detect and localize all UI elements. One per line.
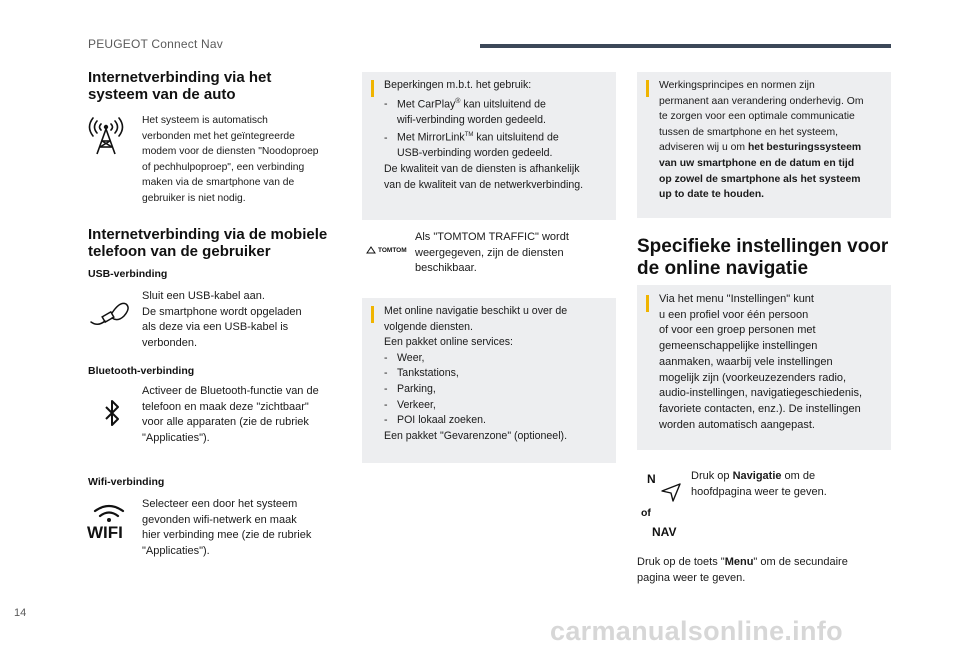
section-title-phone-connection: Internetverbinding via de mobiele telefoon van de gebruiker [88,226,328,260]
wifi-icon [87,503,131,542]
note-software-update: Werkingsprincipes en normen zijn permanent aan verandering onderhevig. Om te zorgen voor een optimale communicatie tussen de smartphone en het systeem, adviseren wij u om het besturingssysteem van uw smartphone en de datum en tijd op zowel de smartphone als het systeem up to date te houden. [637,72,891,218]
navigation-arrow-icon [660,482,682,502]
note-marker [646,80,649,97]
list-item: - Verkeer, [384,398,436,411]
page-number: 14 [14,607,27,619]
usb-heading: USB-verbinding [88,268,168,280]
note-marker [371,80,374,97]
note-settings-profile: Via het menu "Instellingen" kunt u een profiel voor één persoon of voor een groep personen met gemeenschappelijke instellingen aanmaken, waarbij vele instellingen mogelijk zijn (voorkeuzezenders radio, audio-instellingen, navigatiegeschiedenis, favoriete contacten, enz.). De instellingen worden automatisch aangepast. [637,285,891,450]
list-item: - Tankstations, [384,367,459,380]
header-title: PEUGEOT Connect Nav [88,37,223,51]
vehicle-connection-text: Het systeem is automatisch verbonden met het geïntegreerde modem voor de diensten "Noodoproep of pechhulpoproep", een verbinding maken via de smartphone van de gebruiker is niet nodig. [142,115,319,204]
tomtom-text: Als "TOMTOM TRAFFIC" wordt weergegeven, zijn de diensten beschikbaar. [415,231,569,275]
note-online-services: Met online navigatie beschikt u over de volgende diensten. Een pakket online services: - Weer, - Tankstations, - Parking, - Verkeer, - POI lokaal zoeken. Een pakket "Gevarenzone" (optioneel). [362,298,616,463]
navigation-text: Druk op Navigatie om de hoofdpagina weer te geven. [691,470,827,498]
modem-antenna-icon [88,116,124,156]
bluetooth-heading: Bluetooth-verbinding [88,365,195,377]
usb-text: Sluit een USB-kabel aan. De smartphone wordt opgeladen als deze via een USB-kabel is verbonden. [142,290,302,350]
usb-cable-icon [88,296,132,330]
bluetooth-text: Activeer de Bluetooth-functie van de telefoon en maak deze "zichtbaar" voor alle apparaten (zie de rubriek "Applicaties"). [142,385,319,445]
header-bar [480,44,891,48]
or-label: of [641,507,651,519]
note-usage-limits: Beperkingen m.b.t. het gebruik: - Met CarPlay® kan uitsluitend de wifi-verbinding worden gedeeld. - Met MirrorLink™ kan uitsluitend de USB-verbinding worden gedeeld. De kwaliteit van de diensten is afhankelijk van de kwaliteit van de netwerkverbinding. [362,72,616,220]
bluetooth-icon [104,399,120,427]
tomtom-icon-label: TOMTOM [378,246,407,254]
section-title-online-navigation: Specifieke instellingen voor de online navigatie [637,236,889,279]
tomtom-icon [366,246,407,254]
list-item: - Parking, [384,382,436,395]
list-item: - Weer, [384,351,425,364]
wifi-heading: Wifi-verbinding [88,476,165,488]
note-marker [646,295,649,312]
navigation-icon-letter: N [647,472,656,486]
wifi-text: Selecteer een door het systeem gevonden wifi-netwerk en maak hier verbinding mee (zie de rubriek "Applicaties"). [142,498,312,558]
section-title-vehicle-connection: Internetverbinding via het systeem van de auto [88,69,272,103]
menu-text: Druk op de toets "Menu" om de secundaire pagina weer te geven. [637,556,848,584]
watermark: carmanualsonline.info [550,616,843,646]
nav-button-label: NAV [652,525,677,539]
note-marker [371,306,374,323]
wifi-icon-label: WIFI [87,523,123,542]
list-item: - POI lokaal zoeken. [384,414,486,427]
